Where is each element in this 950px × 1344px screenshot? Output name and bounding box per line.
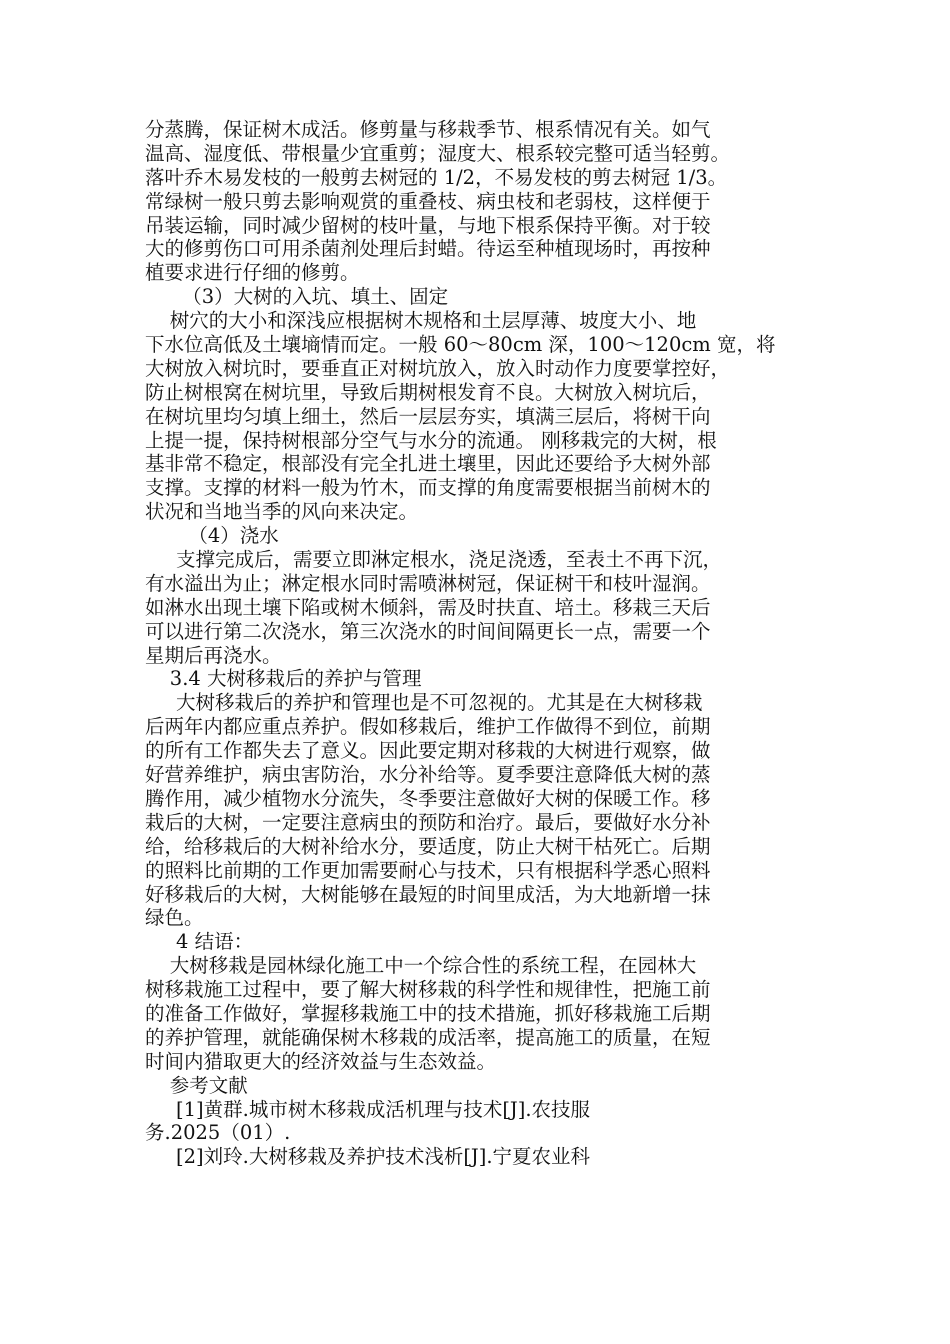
text-line: 好营养维护，病虫害防治，水分补给等。夏季要注意降低大树的蒸 xyxy=(145,763,711,787)
text-line: 防止树根窝在树坑里，导致后期树根发育不良。大树放入树坑后， xyxy=(145,380,711,404)
text-line: 在树坑里均匀填上细土，然后一层层夯实，填满三层后，将树干向 xyxy=(145,404,711,428)
text-line: 的照料比前期的工作更加需要耐心与技术，只有根据科学悉心照料 xyxy=(145,858,711,882)
text-line: 给，给移栽后的大树补给水分，要适度，防止大树干枯死亡。后期 xyxy=(145,834,711,858)
text-line: 时间内猎取更大的经济效益与生态效益。 xyxy=(145,1049,497,1073)
text-line: 树穴的大小和深浅应根据树木规格和土层厚薄、坡度大小、地 xyxy=(145,309,697,333)
body-text xyxy=(145,118,815,1169)
text-line: 可以进行第二次浇水，第三次浇水的时间间隔更长一点，需要一个 xyxy=(145,619,711,643)
text-line: 大树移栽后的养护和管理也是不可忽视的。尤其是在大树移栽 xyxy=(145,691,703,715)
text-line: 大树移栽是园林绿化施工中一个综合性的系统工程，在园林大 xyxy=(145,954,697,978)
text-line: 栽后的大树，一定要注意病虫的预防和治疗。最后，要做好水分补 xyxy=(145,810,711,834)
text-line: 上提一提，保持树根部分空气与水分的流通。 刚移栽完的大树，根 xyxy=(145,428,717,452)
text-line: 有水溢出为止；淋定根水同时需喷淋树冠，保证树干和枝叶湿润。 xyxy=(145,571,711,595)
text-line: 的准备工作做好，掌握移栽施工中的技术措施，抓好移栽施工后期 xyxy=(145,1001,711,1025)
text-line: 星期后再浇水。 xyxy=(145,643,282,667)
text-line: 状况和当地当季的风向来决定。 xyxy=(145,500,419,524)
text-line: 支撑。支撑的材料一般为竹木，而支撑的角度需要根据当前树木的 xyxy=(145,476,711,500)
text-line: [1]黄群.城市树木移栽成活机理与技术[J].农技服 xyxy=(145,1097,591,1121)
text-line: 大树放入树坑时，要垂直正对树坑放入，放入时动作力度要掌控好， xyxy=(145,356,731,380)
text-line: 的养护管理，就能确保树木移栽的成活率，提高施工的质量，在短 xyxy=(145,1025,711,1049)
text-line: 常绿树一般只剪去影响观赏的重叠枝、病虫枝和老弱枝，这样便于 xyxy=(145,189,711,213)
text-line: 4 结语： xyxy=(145,930,254,954)
text-line: （4）浇水 xyxy=(145,524,279,548)
text-line: 如淋水出现土壤下陷或树木倾斜，需及时扶直、培土。移栽三天后 xyxy=(145,595,711,619)
text-line: 腾作用，减少植物水分流失，冬季要注意做好大树的保暖工作。移 xyxy=(145,786,711,810)
text-line: 支撑完成后，需要立即淋定根水，浇足浇透，至表土不再下沉， xyxy=(145,548,722,572)
text-line: 吊装运输，同时减少留树的枝叶量，与地下根系保持平衡。对于较 xyxy=(145,213,711,237)
text-line: 的所有工作都失去了意义。因此要定期对移栽的大树进行观察，做 xyxy=(145,739,711,763)
text-line: 好移栽后的大树，大树能够在最短的时间里成活，为大地新增一抹 xyxy=(145,882,711,906)
text-line: [2]刘玲.大树移栽及养护技术浅析[J].宁夏农业科 xyxy=(145,1145,591,1169)
text-line: 参考文献 xyxy=(145,1073,248,1097)
text-line: 植要求进行仔细的修剪。 xyxy=(145,261,360,285)
text-line: 3.4 大树移栽后的养护与管理 xyxy=(145,667,422,691)
text-line: 温高、湿度低、带根量少宜重剪；湿度大、根系较完整可适当轻剪。 xyxy=(145,141,731,165)
text-line: （3）大树的入坑、填土、固定 xyxy=(145,285,449,309)
text-line: 落叶乔木易发枝的一般剪去树冠的 1/2，不易发枝的剪去树冠 1/3。 xyxy=(145,165,728,189)
text-line: 基非常不稳定，根部没有完全扎进土壤里，因此还要给予大树外部 xyxy=(145,452,711,476)
text-line: 树移栽施工过程中，要了解大树移栽的科学性和规律性，把施工前 xyxy=(145,978,711,1002)
text-line: 绿色。 xyxy=(145,906,204,930)
text-line: 大的修剪伤口可用杀菌剂处理后封蜡。待运至种植现场时，再按种 xyxy=(145,237,711,261)
text-line: 后两年内都应重点养护。假如移栽后，维护工作做得不到位，前期 xyxy=(145,715,711,739)
text-line: 分蒸腾，保证树木成活。修剪量与移栽季节、根系情况有关。如气 xyxy=(145,118,711,141)
text-line: 务.2025（01）. xyxy=(145,1121,291,1145)
text-line: 下水位高低及土壤墒情而定。一般 60～80cm 深，100～120cm 宽，将 xyxy=(145,333,776,357)
